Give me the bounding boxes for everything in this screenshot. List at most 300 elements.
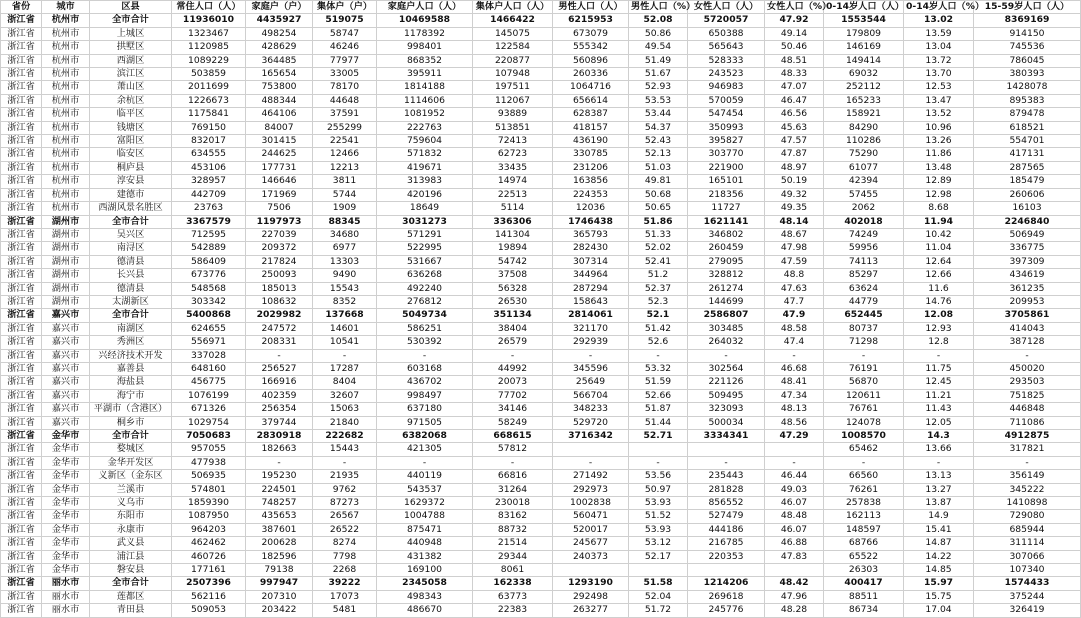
cell-district[interactable]: 桐庐县 xyxy=(90,161,172,174)
cell-province[interactable]: 浙江省 xyxy=(1,470,42,483)
cell-age0-14-pct[interactable]: 8.68 xyxy=(904,202,974,215)
cell-age15-59-pop[interactable]: 209953 xyxy=(974,295,1081,308)
cell-province[interactable]: 浙江省 xyxy=(1,282,42,295)
cell-age0-14-pop[interactable]: 84290 xyxy=(824,121,904,134)
cell-city[interactable]: 杭州市 xyxy=(42,14,90,27)
cell-male-pct[interactable]: 53.53 xyxy=(629,94,688,107)
cell-male-pop[interactable]: 1293190 xyxy=(553,577,629,590)
cell-male-pct[interactable]: 53.12 xyxy=(629,537,688,550)
cell-male-pct[interactable]: 51.67 xyxy=(629,68,688,81)
cell-district[interactable]: 滨江区 xyxy=(90,68,172,81)
cell-age15-59-pop[interactable]: 380393 xyxy=(974,68,1081,81)
cell-age0-14-pct[interactable]: 17.04 xyxy=(904,604,974,617)
cell-city[interactable]: 金华市 xyxy=(42,510,90,523)
cell-male-pct[interactable]: 51.49 xyxy=(629,54,688,67)
cell-city[interactable]: 湖州市 xyxy=(42,269,90,282)
cell-province[interactable]: 浙江省 xyxy=(1,497,42,510)
cell-age0-14-pop[interactable]: 652445 xyxy=(824,309,904,322)
cell-male-pct[interactable] xyxy=(629,564,688,577)
column-header-family-pop[interactable]: 家庭户人口（人） xyxy=(377,1,473,14)
cell-collective-hh[interactable]: 5744 xyxy=(313,188,377,201)
cell-male-pop[interactable] xyxy=(553,564,629,577)
cell-city[interactable]: 金华市 xyxy=(42,456,90,469)
cell-age0-14-pop[interactable]: 257838 xyxy=(824,497,904,510)
cell-collective-pop[interactable]: 351134 xyxy=(473,309,553,322)
cell-family-pop[interactable]: 18649 xyxy=(377,202,473,215)
cell-family-pop[interactable]: 530392 xyxy=(377,336,473,349)
cell-male-pop[interactable]: 307314 xyxy=(553,255,629,268)
cell-city[interactable]: 湖州市 xyxy=(42,295,90,308)
cell-resident-pop[interactable]: 634555 xyxy=(172,148,246,161)
cell-city[interactable]: 金华市 xyxy=(42,537,90,550)
cell-city[interactable]: 湖州市 xyxy=(42,282,90,295)
cell-collective-hh[interactable]: 1909 xyxy=(313,202,377,215)
cell-family-pop[interactable]: 875471 xyxy=(377,523,473,536)
cell-male-pct[interactable]: 49.81 xyxy=(629,175,688,188)
cell-collective-pop[interactable]: 62723 xyxy=(473,148,553,161)
cell-collective-hh[interactable]: 22541 xyxy=(313,135,377,148)
cell-male-pct[interactable]: 53.93 xyxy=(629,523,688,536)
cell-resident-pop[interactable]: 1175841 xyxy=(172,108,246,121)
cell-female-pct[interactable]: 48.51 xyxy=(765,54,824,67)
cell-male-pct[interactable]: 50.97 xyxy=(629,483,688,496)
cell-province[interactable]: 浙江省 xyxy=(1,81,42,94)
cell-male-pct[interactable]: - xyxy=(629,456,688,469)
cell-age15-59-pop[interactable]: 506949 xyxy=(974,228,1081,241)
cell-district[interactable]: 吴兴区 xyxy=(90,228,172,241)
cell-female-pct[interactable]: 50.19 xyxy=(765,175,824,188)
cell-province[interactable]: 浙江省 xyxy=(1,416,42,429)
cell-male-pop[interactable]: 163856 xyxy=(553,175,629,188)
cell-resident-pop[interactable]: 177161 xyxy=(172,564,246,577)
cell-family-hh[interactable]: 247572 xyxy=(246,322,313,335)
cell-age0-14-pct[interactable]: 14.85 xyxy=(904,564,974,577)
cell-district[interactable]: 德清县 xyxy=(90,255,172,268)
cell-resident-pop[interactable]: 2507396 xyxy=(172,577,246,590)
cell-collective-pop[interactable]: 37508 xyxy=(473,269,553,282)
cell-age0-14-pop[interactable]: 148597 xyxy=(824,523,904,536)
cell-age0-14-pop[interactable]: 68766 xyxy=(824,537,904,550)
cell-collective-pop[interactable]: 107948 xyxy=(473,68,553,81)
cell-province[interactable]: 浙江省 xyxy=(1,322,42,335)
cell-female-pop[interactable] xyxy=(688,564,765,577)
cell-family-hh[interactable]: 435653 xyxy=(246,510,313,523)
cell-female-pop[interactable]: 269618 xyxy=(688,590,765,603)
cell-female-pct[interactable]: 47.83 xyxy=(765,550,824,563)
cell-family-hh[interactable]: 402359 xyxy=(246,389,313,402)
cell-female-pop[interactable]: 1214206 xyxy=(688,577,765,590)
cell-age15-59-pop[interactable]: 1428078 xyxy=(974,81,1081,94)
cell-female-pop[interactable]: 302564 xyxy=(688,362,765,375)
cell-male-pop[interactable]: 560896 xyxy=(553,54,629,67)
cell-district[interactable]: 萧山区 xyxy=(90,81,172,94)
cell-age15-59-pop[interactable]: 711086 xyxy=(974,416,1081,429)
cell-collective-hh[interactable]: 26567 xyxy=(313,510,377,523)
column-header-city[interactable]: 城市 xyxy=(42,1,90,14)
cell-resident-pop[interactable]: 1859390 xyxy=(172,497,246,510)
cell-female-pop[interactable]: 279095 xyxy=(688,255,765,268)
cell-age15-59-pop[interactable]: 685944 xyxy=(974,523,1081,536)
cell-female-pop[interactable]: 346802 xyxy=(688,228,765,241)
cell-district[interactable]: 西湖风景名胜区 xyxy=(90,202,172,215)
cell-collective-hh[interactable]: 8404 xyxy=(313,376,377,389)
cell-province[interactable]: 浙江省 xyxy=(1,510,42,523)
cell-male-pct[interactable]: 50.86 xyxy=(629,27,688,40)
cell-female-pop[interactable]: 165101 xyxy=(688,175,765,188)
cell-family-hh[interactable]: 166916 xyxy=(246,376,313,389)
cell-female-pct[interactable]: 50.46 xyxy=(765,41,824,54)
cell-family-pop[interactable]: 419671 xyxy=(377,161,473,174)
cell-district[interactable]: 全市合计 xyxy=(90,215,172,228)
cell-collective-pop[interactable]: 220877 xyxy=(473,54,553,67)
cell-district[interactable]: 海盐县 xyxy=(90,376,172,389)
cell-district[interactable]: 西湖区 xyxy=(90,54,172,67)
cell-family-pop[interactable]: 971505 xyxy=(377,416,473,429)
cell-age0-14-pct[interactable]: 14.3 xyxy=(904,430,974,443)
cell-female-pct[interactable]: 46.88 xyxy=(765,537,824,550)
cell-male-pct[interactable]: 53.56 xyxy=(629,470,688,483)
cell-city[interactable]: 杭州市 xyxy=(42,161,90,174)
cell-collective-hh[interactable]: 17073 xyxy=(313,590,377,603)
cell-family-hh[interactable]: 2830918 xyxy=(246,430,313,443)
cell-male-pop[interactable]: 260336 xyxy=(553,68,629,81)
cell-city[interactable]: 湖州市 xyxy=(42,228,90,241)
cell-age15-59-pop[interactable]: 16103 xyxy=(974,202,1081,215)
cell-province[interactable]: 浙江省 xyxy=(1,564,42,577)
cell-collective-pop[interactable]: 112067 xyxy=(473,94,553,107)
cell-age0-14-pop[interactable]: 85297 xyxy=(824,269,904,282)
cell-age0-14-pop[interactable]: 2062 xyxy=(824,202,904,215)
cell-resident-pop[interactable]: 1323467 xyxy=(172,27,246,40)
cell-age15-59-pop[interactable]: 361235 xyxy=(974,282,1081,295)
cell-age0-14-pct[interactable]: 12.08 xyxy=(904,309,974,322)
cell-age0-14-pop[interactable]: 44779 xyxy=(824,295,904,308)
cell-collective-pop[interactable]: 72413 xyxy=(473,135,553,148)
cell-female-pop[interactable]: 509495 xyxy=(688,389,765,402)
cell-collective-hh[interactable]: 44648 xyxy=(313,94,377,107)
cell-male-pop[interactable]: 1002838 xyxy=(553,497,629,510)
cell-male-pop[interactable]: 6215953 xyxy=(553,14,629,27)
cell-collective-pop[interactable]: 31264 xyxy=(473,483,553,496)
cell-collective-hh[interactable]: 2268 xyxy=(313,564,377,577)
cell-female-pop[interactable]: 570059 xyxy=(688,94,765,107)
cell-district[interactable]: 长兴县 xyxy=(90,269,172,282)
cell-family-pop[interactable]: - xyxy=(377,456,473,469)
cell-family-pop[interactable]: 571291 xyxy=(377,228,473,241)
cell-province[interactable]: 浙江省 xyxy=(1,14,42,27)
cell-female-pop[interactable]: 221900 xyxy=(688,161,765,174)
cell-male-pct[interactable]: 51.2 xyxy=(629,269,688,282)
cell-city[interactable]: 杭州市 xyxy=(42,175,90,188)
cell-collective-hh[interactable]: - xyxy=(313,456,377,469)
cell-family-hh[interactable]: 84007 xyxy=(246,121,313,134)
cell-male-pop[interactable]: 520017 xyxy=(553,523,629,536)
cell-resident-pop[interactable]: 957055 xyxy=(172,443,246,456)
cell-collective-pop[interactable]: - xyxy=(473,349,553,362)
cell-female-pct[interactable]: 47.87 xyxy=(765,148,824,161)
cell-family-pop[interactable]: 10469588 xyxy=(377,14,473,27)
cell-female-pct[interactable]: 47.7 xyxy=(765,295,824,308)
cell-province[interactable]: 浙江省 xyxy=(1,215,42,228)
cell-collective-pop[interactable]: - xyxy=(473,456,553,469)
cell-male-pop[interactable]: 344964 xyxy=(553,269,629,282)
cell-male-pop[interactable]: 673079 xyxy=(553,27,629,40)
cell-district[interactable]: 淳安县 xyxy=(90,175,172,188)
cell-age15-59-pop[interactable]: 414043 xyxy=(974,322,1081,335)
cell-age0-14-pop[interactable]: 74249 xyxy=(824,228,904,241)
cell-family-hh[interactable]: 301415 xyxy=(246,135,313,148)
cell-collective-pop[interactable]: 122584 xyxy=(473,41,553,54)
cell-age0-14-pct[interactable]: 10.42 xyxy=(904,228,974,241)
cell-family-hh[interactable]: 387601 xyxy=(246,523,313,536)
cell-female-pct[interactable]: 48.97 xyxy=(765,161,824,174)
cell-male-pop[interactable] xyxy=(553,443,629,456)
cell-collective-pop[interactable]: 54742 xyxy=(473,255,553,268)
cell-family-hh[interactable]: 753800 xyxy=(246,81,313,94)
cell-male-pop[interactable]: 321170 xyxy=(553,322,629,335)
cell-female-pop[interactable]: 350993 xyxy=(688,121,765,134)
cell-female-pop[interactable] xyxy=(688,443,765,456)
cell-age0-14-pct[interactable]: 13.02 xyxy=(904,14,974,27)
cell-age15-59-pop[interactable]: 375244 xyxy=(974,590,1081,603)
cell-age15-59-pop[interactable]: - xyxy=(974,456,1081,469)
cell-collective-hh[interactable]: 8352 xyxy=(313,295,377,308)
cell-collective-pop[interactable]: 141304 xyxy=(473,228,553,241)
cell-collective-hh[interactable]: 33005 xyxy=(313,68,377,81)
cell-collective-pop[interactable]: 5114 xyxy=(473,202,553,215)
cell-age0-14-pct[interactable]: 13.47 xyxy=(904,94,974,107)
cell-province[interactable]: 浙江省 xyxy=(1,108,42,121)
cell-age0-14-pop[interactable]: 74113 xyxy=(824,255,904,268)
cell-province[interactable]: 浙江省 xyxy=(1,577,42,590)
cell-male-pop[interactable]: 1064716 xyxy=(553,81,629,94)
cell-male-pop[interactable]: 628387 xyxy=(553,108,629,121)
cell-resident-pop[interactable]: 503859 xyxy=(172,68,246,81)
cell-age0-14-pct[interactable]: 15.75 xyxy=(904,590,974,603)
cell-district[interactable]: 钱塘区 xyxy=(90,121,172,134)
cell-female-pct[interactable]: - xyxy=(765,456,824,469)
cell-age0-14-pct[interactable]: 12.89 xyxy=(904,175,974,188)
cell-female-pct[interactable]: 48.67 xyxy=(765,228,824,241)
cell-male-pop[interactable]: 566704 xyxy=(553,389,629,402)
cell-collective-pop[interactable]: 26530 xyxy=(473,295,553,308)
cell-province[interactable]: 浙江省 xyxy=(1,148,42,161)
cell-female-pop[interactable]: 11727 xyxy=(688,202,765,215)
cell-male-pct[interactable]: 51.72 xyxy=(629,604,688,617)
cell-city[interactable]: 嘉兴市 xyxy=(42,349,90,362)
cell-age15-59-pop[interactable]: 751825 xyxy=(974,389,1081,402)
cell-male-pct[interactable]: 50.65 xyxy=(629,202,688,215)
cell-family-hh[interactable]: 2029982 xyxy=(246,309,313,322)
cell-female-pop[interactable]: 303770 xyxy=(688,148,765,161)
cell-province[interactable]: 浙江省 xyxy=(1,604,42,617)
cell-male-pop[interactable]: 240373 xyxy=(553,550,629,563)
cell-male-pct[interactable]: 53.32 xyxy=(629,362,688,375)
column-header-collective-pop[interactable]: 集体户人口（人） xyxy=(473,1,553,14)
cell-age0-14-pop[interactable]: 69032 xyxy=(824,68,904,81)
cell-female-pct[interactable]: 47.63 xyxy=(765,282,824,295)
cell-female-pop[interactable]: 218356 xyxy=(688,188,765,201)
cell-family-pop[interactable]: 440119 xyxy=(377,470,473,483)
cell-family-pop[interactable]: 637180 xyxy=(377,403,473,416)
cell-collective-pop[interactable]: 57812 xyxy=(473,443,553,456)
cell-age0-14-pct[interactable]: 11.21 xyxy=(904,389,974,402)
cell-age0-14-pct[interactable]: 14.9 xyxy=(904,510,974,523)
cell-collective-hh[interactable]: 15063 xyxy=(313,403,377,416)
cell-family-pop[interactable]: 3031273 xyxy=(377,215,473,228)
cell-collective-pop[interactable]: 230018 xyxy=(473,497,553,510)
cell-age0-14-pct[interactable]: 13.59 xyxy=(904,27,974,40)
cell-male-pct[interactable]: 51.59 xyxy=(629,376,688,389)
cell-age0-14-pop[interactable]: 252112 xyxy=(824,81,904,94)
cell-city[interactable]: 嘉兴市 xyxy=(42,362,90,375)
cell-district[interactable]: 余杭区 xyxy=(90,94,172,107)
cell-family-pop[interactable]: 5049734 xyxy=(377,309,473,322)
cell-female-pop[interactable]: 221126 xyxy=(688,376,765,389)
cell-male-pop[interactable]: 330785 xyxy=(553,148,629,161)
cell-female-pop[interactable]: 235443 xyxy=(688,470,765,483)
cell-district[interactable]: 婺城区 xyxy=(90,443,172,456)
cell-age0-14-pct[interactable]: 11.86 xyxy=(904,148,974,161)
cell-male-pct[interactable]: 52.3 xyxy=(629,295,688,308)
cell-city[interactable]: 杭州市 xyxy=(42,135,90,148)
cell-age0-14-pop[interactable]: 63624 xyxy=(824,282,904,295)
cell-age0-14-pct[interactable]: 13.26 xyxy=(904,135,974,148)
cell-age0-14-pop[interactable]: 76261 xyxy=(824,483,904,496)
cell-collective-hh[interactable]: 6977 xyxy=(313,242,377,255)
cell-age15-59-pop[interactable]: 729080 xyxy=(974,510,1081,523)
cell-age0-14-pop[interactable]: 158921 xyxy=(824,108,904,121)
cell-province[interactable]: 浙江省 xyxy=(1,389,42,402)
cell-resident-pop[interactable]: 769150 xyxy=(172,121,246,134)
cell-collective-hh[interactable]: 39222 xyxy=(313,577,377,590)
cell-age15-59-pop[interactable]: 745536 xyxy=(974,41,1081,54)
cell-collective-pop[interactable]: 668615 xyxy=(473,430,553,443)
cell-city[interactable]: 杭州市 xyxy=(42,27,90,40)
cell-male-pct[interactable]: 52.04 xyxy=(629,590,688,603)
cell-age15-59-pop[interactable]: 786045 xyxy=(974,54,1081,67)
cell-collective-pop[interactable]: 56328 xyxy=(473,282,553,295)
cell-province[interactable]: 浙江省 xyxy=(1,295,42,308)
cell-collective-pop[interactable]: 197511 xyxy=(473,81,553,94)
cell-age0-14-pct[interactable]: 13.70 xyxy=(904,68,974,81)
cell-city[interactable]: 杭州市 xyxy=(42,81,90,94)
cell-age0-14-pop[interactable]: 179809 xyxy=(824,27,904,40)
cell-male-pop[interactable]: 560471 xyxy=(553,510,629,523)
cell-district[interactable]: 富阳区 xyxy=(90,135,172,148)
cell-family-hh[interactable]: 379744 xyxy=(246,416,313,429)
column-header-age0-14-pop[interactable]: 0-14岁人口（人） xyxy=(824,1,904,14)
cell-female-pop[interactable]: - xyxy=(688,456,765,469)
cell-city[interactable]: 金华市 xyxy=(42,497,90,510)
cell-age0-14-pct[interactable]: 15.41 xyxy=(904,523,974,536)
cell-age0-14-pct[interactable]: 12.66 xyxy=(904,269,974,282)
cell-collective-pop[interactable]: 19894 xyxy=(473,242,553,255)
cell-male-pct[interactable]: 50.68 xyxy=(629,188,688,201)
cell-male-pct[interactable]: 51.44 xyxy=(629,416,688,429)
cell-province[interactable]: 浙江省 xyxy=(1,550,42,563)
cell-district[interactable]: 莲都区 xyxy=(90,590,172,603)
cell-male-pct[interactable]: 51.33 xyxy=(629,228,688,241)
cell-collective-hh[interactable]: 5481 xyxy=(313,604,377,617)
cell-age0-14-pop[interactable]: 56870 xyxy=(824,376,904,389)
cell-age0-14-pop[interactable]: 61077 xyxy=(824,161,904,174)
cell-province[interactable]: 浙江省 xyxy=(1,362,42,375)
cell-family-hh[interactable]: 428629 xyxy=(246,41,313,54)
cell-family-hh[interactable]: 79138 xyxy=(246,564,313,577)
cell-female-pct[interactable]: - xyxy=(765,349,824,362)
cell-age0-14-pop[interactable]: 402018 xyxy=(824,215,904,228)
cell-city[interactable]: 杭州市 xyxy=(42,54,90,67)
cell-female-pct[interactable]: 47.29 xyxy=(765,430,824,443)
cell-family-hh[interactable]: 208331 xyxy=(246,336,313,349)
cell-female-pop[interactable]: 245776 xyxy=(688,604,765,617)
cell-female-pct[interactable]: 46.07 xyxy=(765,523,824,536)
cell-resident-pop[interactable]: 1226673 xyxy=(172,94,246,107)
cell-province[interactable]: 浙江省 xyxy=(1,54,42,67)
cell-age15-59-pop[interactable]: 345222 xyxy=(974,483,1081,496)
cell-male-pop[interactable]: 1746438 xyxy=(553,215,629,228)
cell-district[interactable]: 德清县 xyxy=(90,282,172,295)
cell-female-pct[interactable]: 49.35 xyxy=(765,202,824,215)
cell-province[interactable]: 浙江省 xyxy=(1,336,42,349)
cell-age15-59-pop[interactable]: 4912875 xyxy=(974,430,1081,443)
cell-collective-pop[interactable]: 22383 xyxy=(473,604,553,617)
cell-age0-14-pop[interactable]: 120611 xyxy=(824,389,904,402)
cell-male-pop[interactable]: 529720 xyxy=(553,416,629,429)
cell-male-pop[interactable]: 292973 xyxy=(553,483,629,496)
cell-district[interactable]: 临安区 xyxy=(90,148,172,161)
cell-family-pop[interactable]: 222763 xyxy=(377,121,473,134)
cell-collective-pop[interactable]: 513851 xyxy=(473,121,553,134)
cell-city[interactable]: 湖州市 xyxy=(42,215,90,228)
cell-province[interactable]: 浙江省 xyxy=(1,41,42,54)
cell-district[interactable]: 全市合计 xyxy=(90,14,172,27)
cell-collective-pop[interactable]: 77702 xyxy=(473,389,553,402)
cell-district[interactable]: 南浔区 xyxy=(90,242,172,255)
cell-family-hh[interactable]: 182663 xyxy=(246,443,313,456)
cell-male-pct[interactable]: 52.37 xyxy=(629,282,688,295)
cell-district[interactable]: 建德市 xyxy=(90,188,172,201)
cell-female-pop[interactable]: 216785 xyxy=(688,537,765,550)
cell-resident-pop[interactable]: 562116 xyxy=(172,590,246,603)
cell-collective-pop[interactable]: 1466422 xyxy=(473,14,553,27)
cell-resident-pop[interactable]: 456775 xyxy=(172,376,246,389)
cell-family-hh[interactable]: 488344 xyxy=(246,94,313,107)
cell-family-pop[interactable]: 868352 xyxy=(377,54,473,67)
cell-resident-pop[interactable]: 574801 xyxy=(172,483,246,496)
cell-collective-hh[interactable]: 77977 xyxy=(313,54,377,67)
cell-female-pct[interactable] xyxy=(765,443,824,456)
cell-family-hh[interactable]: 364485 xyxy=(246,54,313,67)
cell-age15-59-pop[interactable]: 417131 xyxy=(974,148,1081,161)
cell-collective-pop[interactable]: 88732 xyxy=(473,523,553,536)
cell-city[interactable]: 嘉兴市 xyxy=(42,376,90,389)
cell-age15-59-pop[interactable]: 336775 xyxy=(974,242,1081,255)
cell-collective-pop[interactable]: 38404 xyxy=(473,322,553,335)
cell-family-pop[interactable]: 571832 xyxy=(377,148,473,161)
cell-female-pct[interactable]: 48.13 xyxy=(765,403,824,416)
cell-city[interactable]: 金华市 xyxy=(42,470,90,483)
cell-province[interactable]: 浙江省 xyxy=(1,228,42,241)
cell-resident-pop[interactable]: 548568 xyxy=(172,282,246,295)
cell-age15-59-pop[interactable]: 293503 xyxy=(974,376,1081,389)
cell-female-pop[interactable]: 323093 xyxy=(688,403,765,416)
cell-age0-14-pct[interactable]: 13.87 xyxy=(904,497,974,510)
cell-family-pop[interactable]: 531667 xyxy=(377,255,473,268)
cell-city[interactable]: 金华市 xyxy=(42,550,90,563)
cell-collective-hh[interactable]: 137668 xyxy=(313,309,377,322)
